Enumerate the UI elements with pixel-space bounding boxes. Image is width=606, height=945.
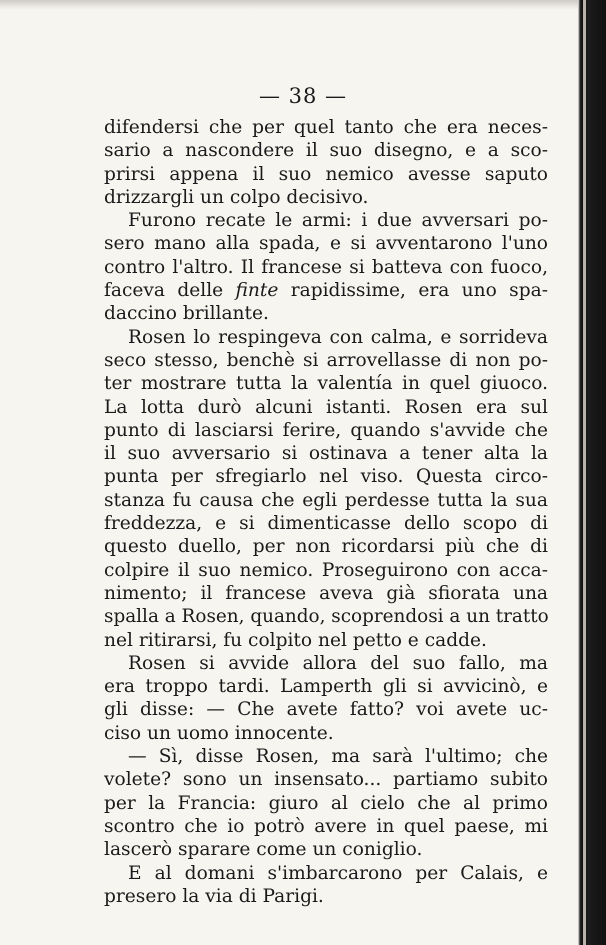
text-line: punta per sfregiarlo nel viso. Questa circo- bbox=[104, 466, 548, 488]
italic-word: finte bbox=[235, 280, 279, 302]
text-line: E al domani s'imbarcarono per Calais, e bbox=[128, 862, 548, 884]
text-line: lascerò sparare come un coniglio. bbox=[104, 839, 423, 861]
text-line: Rosen si avvide allora del suo fallo, ma bbox=[128, 652, 548, 674]
text-line: — Sì, disse Rosen, ma sarà l'ultimo; che bbox=[128, 746, 548, 768]
text-line-italic bbox=[104, 279, 548, 302]
text-line: ciso un uomo innocente. bbox=[104, 722, 334, 744]
text-line: nel ritirarsi, fu colpito nel petto e cadde. bbox=[104, 629, 487, 651]
text-line: freddezza, e si dimenticasse dello scopo di bbox=[104, 513, 548, 535]
text-line: Furono recate le armi: i due avversari po- bbox=[128, 210, 548, 232]
text-line: colpire il suo nemico. Proseguirono con acca- bbox=[104, 559, 548, 581]
text-line: sario a nascondere il suo disegno, e a sco- bbox=[104, 140, 548, 162]
spine-edge bbox=[583, 0, 586, 945]
text-line: presero la via di Parigi. bbox=[104, 885, 324, 907]
text-line: sero mano alla spada, e si avventarono l'uno bbox=[104, 233, 548, 255]
text-line: seco stesso, benchè si arrovellasse di non po- bbox=[104, 349, 548, 371]
text-line: difendersi che per quel tanto che era neces- bbox=[104, 117, 548, 138]
text-line: scontro che io potrò avere in quel paese, mi bbox=[104, 815, 548, 837]
page-top-shadow bbox=[0, 0, 582, 10]
body-text bbox=[104, 116, 548, 908]
text-line: spalla a Rosen, quando, scoprendosi a un tratto bbox=[104, 606, 549, 628]
text-line: volete? sono un insensato... partiamo subito bbox=[104, 769, 548, 791]
text-line: prirsi appena il suo nemico avesse saputo bbox=[104, 163, 548, 185]
text-line: stanza fu causa che egli perdesse tutta la sua bbox=[104, 489, 548, 511]
text-line: il suo avversario si ostinava a tener alta la bbox=[104, 443, 548, 465]
text-line: per la Francia: giuro al cielo che al primo bbox=[104, 792, 548, 814]
text-line: La lotta durò alcuni istanti. Rosen era sul bbox=[104, 396, 548, 418]
text-line: daccino brillante. bbox=[104, 303, 269, 325]
text-line: contro l'altro. Il francese si batteva con fuoco, bbox=[104, 256, 548, 278]
text-fragment: faceva delle bbox=[104, 280, 236, 302]
text-line: drizzargli un colpo decisivo. bbox=[104, 186, 369, 208]
text-line: punto di lasciarsi ferire, quando s'avvide che bbox=[104, 419, 548, 441]
page-number: — 38 — bbox=[258, 84, 348, 108]
text-line: Rosen lo respingeva con calma, e sorrideva bbox=[128, 326, 548, 348]
text-line: gli disse: — Che avete fatto? voi avete uc- bbox=[104, 699, 548, 721]
text-fragment: rapidissime, era uno spa- bbox=[278, 280, 548, 302]
text-line: era troppo tardi. Lamperth gli si avvicinò, e bbox=[104, 676, 548, 698]
text-line: nimento; il francese aveva già sfiorata una bbox=[104, 582, 548, 604]
text-line: questo duello, per non ricordarsi più che di bbox=[104, 536, 548, 558]
text-line: ter mostrare tutta la valentía in quel giuoco. bbox=[104, 373, 548, 395]
